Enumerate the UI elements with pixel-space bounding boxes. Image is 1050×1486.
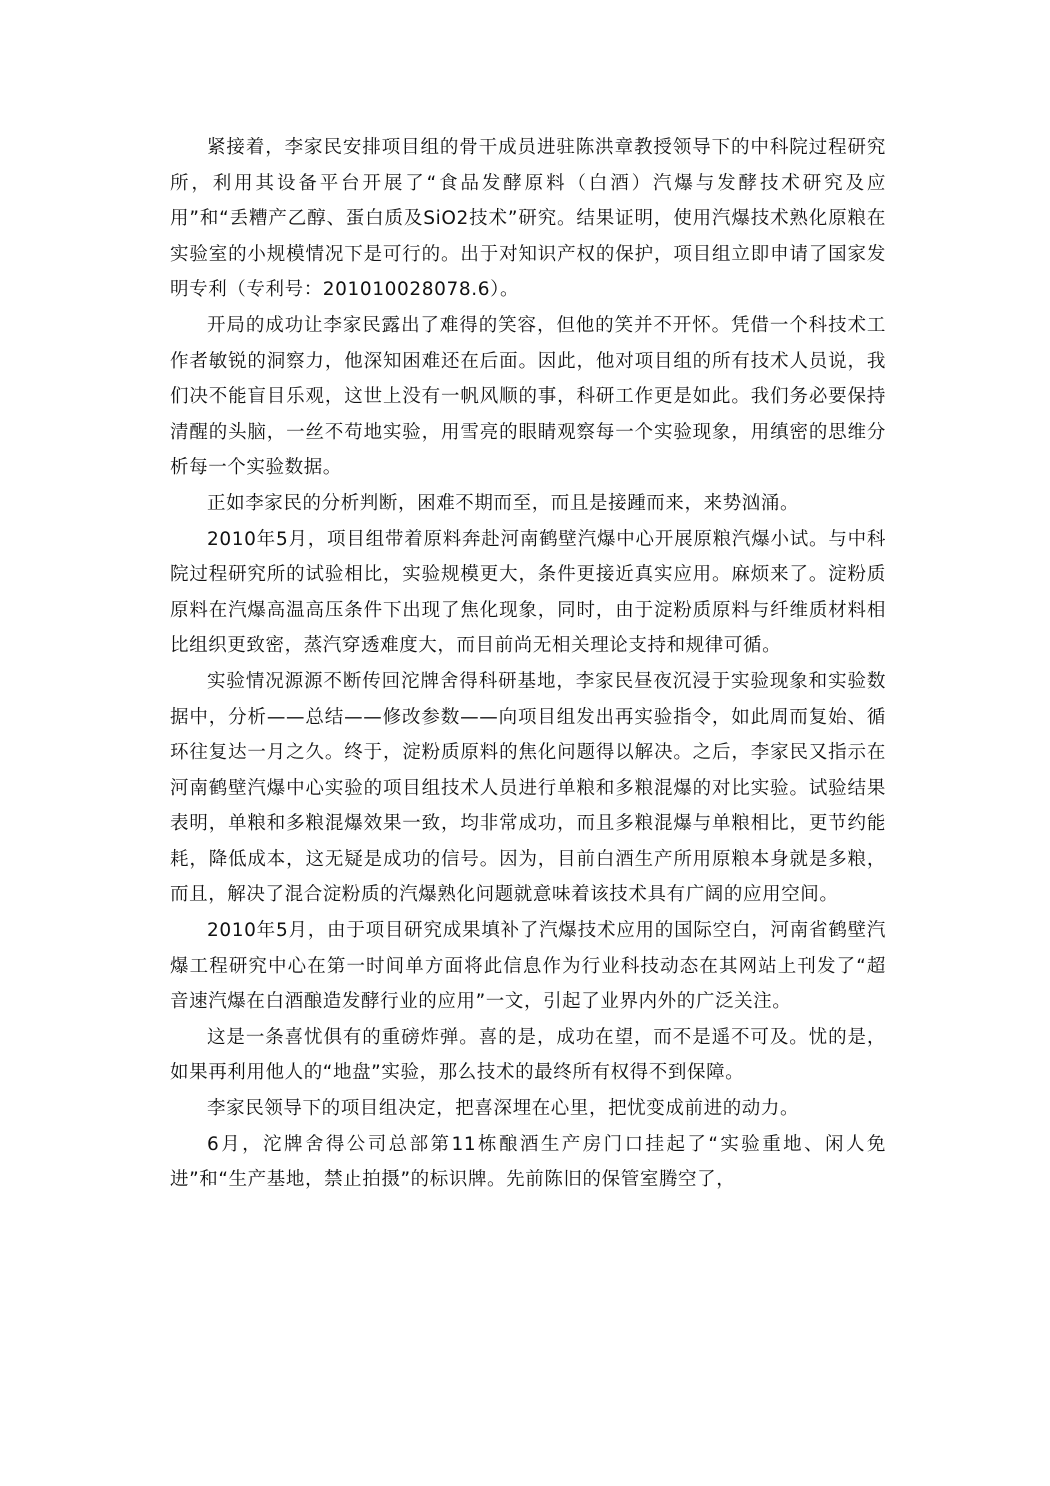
body-text bbox=[170, 130, 886, 1198]
paragraph: 开局的成功让李家民露出了难得的笑容，但他的笑并不开怀。凭借一个科技术工作者敏锐的洞察力，他深知困难还在后面。因此，他对项目组的所有技术人员说，我们决不能盲目乐观，这世上没有一帆风顺的事，科研工作更是如此。我们务必要保持清醒的头脑，一丝不苟地实验，用雪亮的眼睛观察每一个实验现象，用缜密的思维分析每一个实验数据。 bbox=[170, 314, 886, 479]
paragraph: 实验情况源源不断传回沱牌舍得科研基地，李家民昼夜沉浸于实验现象和实验数据中，分析——总结——修改参数——向项目组发出再实验指令，如此周而复始、循环往复达一月之久。终于，淀粉质原料的焦化问题得以解决。之后，李家民又指示在河南鹤壁汽爆中心实验的项目组技术人员进行单粮和多粮混爆的对比实验。试验结果表明，单粮和多粮混爆效果一致，均非常成功，而且多粮混爆与单粮相比，更节约能耗，降低成本，这无疑是成功的信号。因为，目前白酒生产所用原粮本身就是多粮，而且，解决了混合淀粉质的汽爆熟化问题就意味着该技术具有广阔的应用空间。 bbox=[170, 670, 886, 906]
paragraph: 正如李家民的分析判断，困难不期而至，而且是接踵而来，来势汹涌。 bbox=[207, 492, 800, 514]
paragraph: 2010年5月，项目组带着原料奔赴河南鹤壁汽爆中心开展原粮汽爆小试。与中科院过程研究所的试验相比，实验规模更大，条件更接近真实应用。麻烦来了。淀粉质原料在汽爆高温高压条件下出现了焦化现象，同时，由于淀粉质原料与纤维质材料相比组织更致密，蒸汽穿透难度大，而目前尚无相关理论支持和规律可循。 bbox=[170, 528, 886, 657]
paragraph: 李家民领导下的项目组决定，把喜深埋在心里，把忧变成前进的动力。 bbox=[207, 1098, 800, 1120]
paragraph: 这是一条喜忧俱有的重磅炸弹。喜的是，成功在望，而不是遥不可及。忧的是，如果再利用他人的“地盘”实验，那么技术的最终所有权得不到保障。 bbox=[170, 1026, 886, 1084]
paragraph: 紧接着，李家民安排项目组的骨干成员进驻陈洪章教授领导下的中科院过程研究所，利用其设备平台开展了“食品发酵原料（白酒）汽爆与发酵技术研究及应用”和“丢糟产乙醇、蛋白质及SiO2技术”研究。结果证明，使用汽爆技术熟化原粮在实验室的小规模情况下是可行的。出于对知识产权的保护，项目组立即申请了国家发明专利（专利号：201010028078.6）。 bbox=[170, 137, 886, 301]
paragraph: 2010年5月，由于项目研究成果填补了汽爆技术应用的国际空白，河南省鹤壁汽爆工程研究中心在第一时间单方面将此信息作为行业科技动态在其网站上刊发了“超音速汽爆在白酒酿造发酵行业的应用”一文，引起了业界内外的广泛关注。 bbox=[170, 920, 886, 1013]
paragraph: 6月，沱牌舍得公司总部第11栋酿酒生产房门口挂起了“实验重地、闲人免进”和“生产基地，禁止拍摄”的标识牌。先前陈旧的保管室腾空了， bbox=[170, 1133, 886, 1191]
